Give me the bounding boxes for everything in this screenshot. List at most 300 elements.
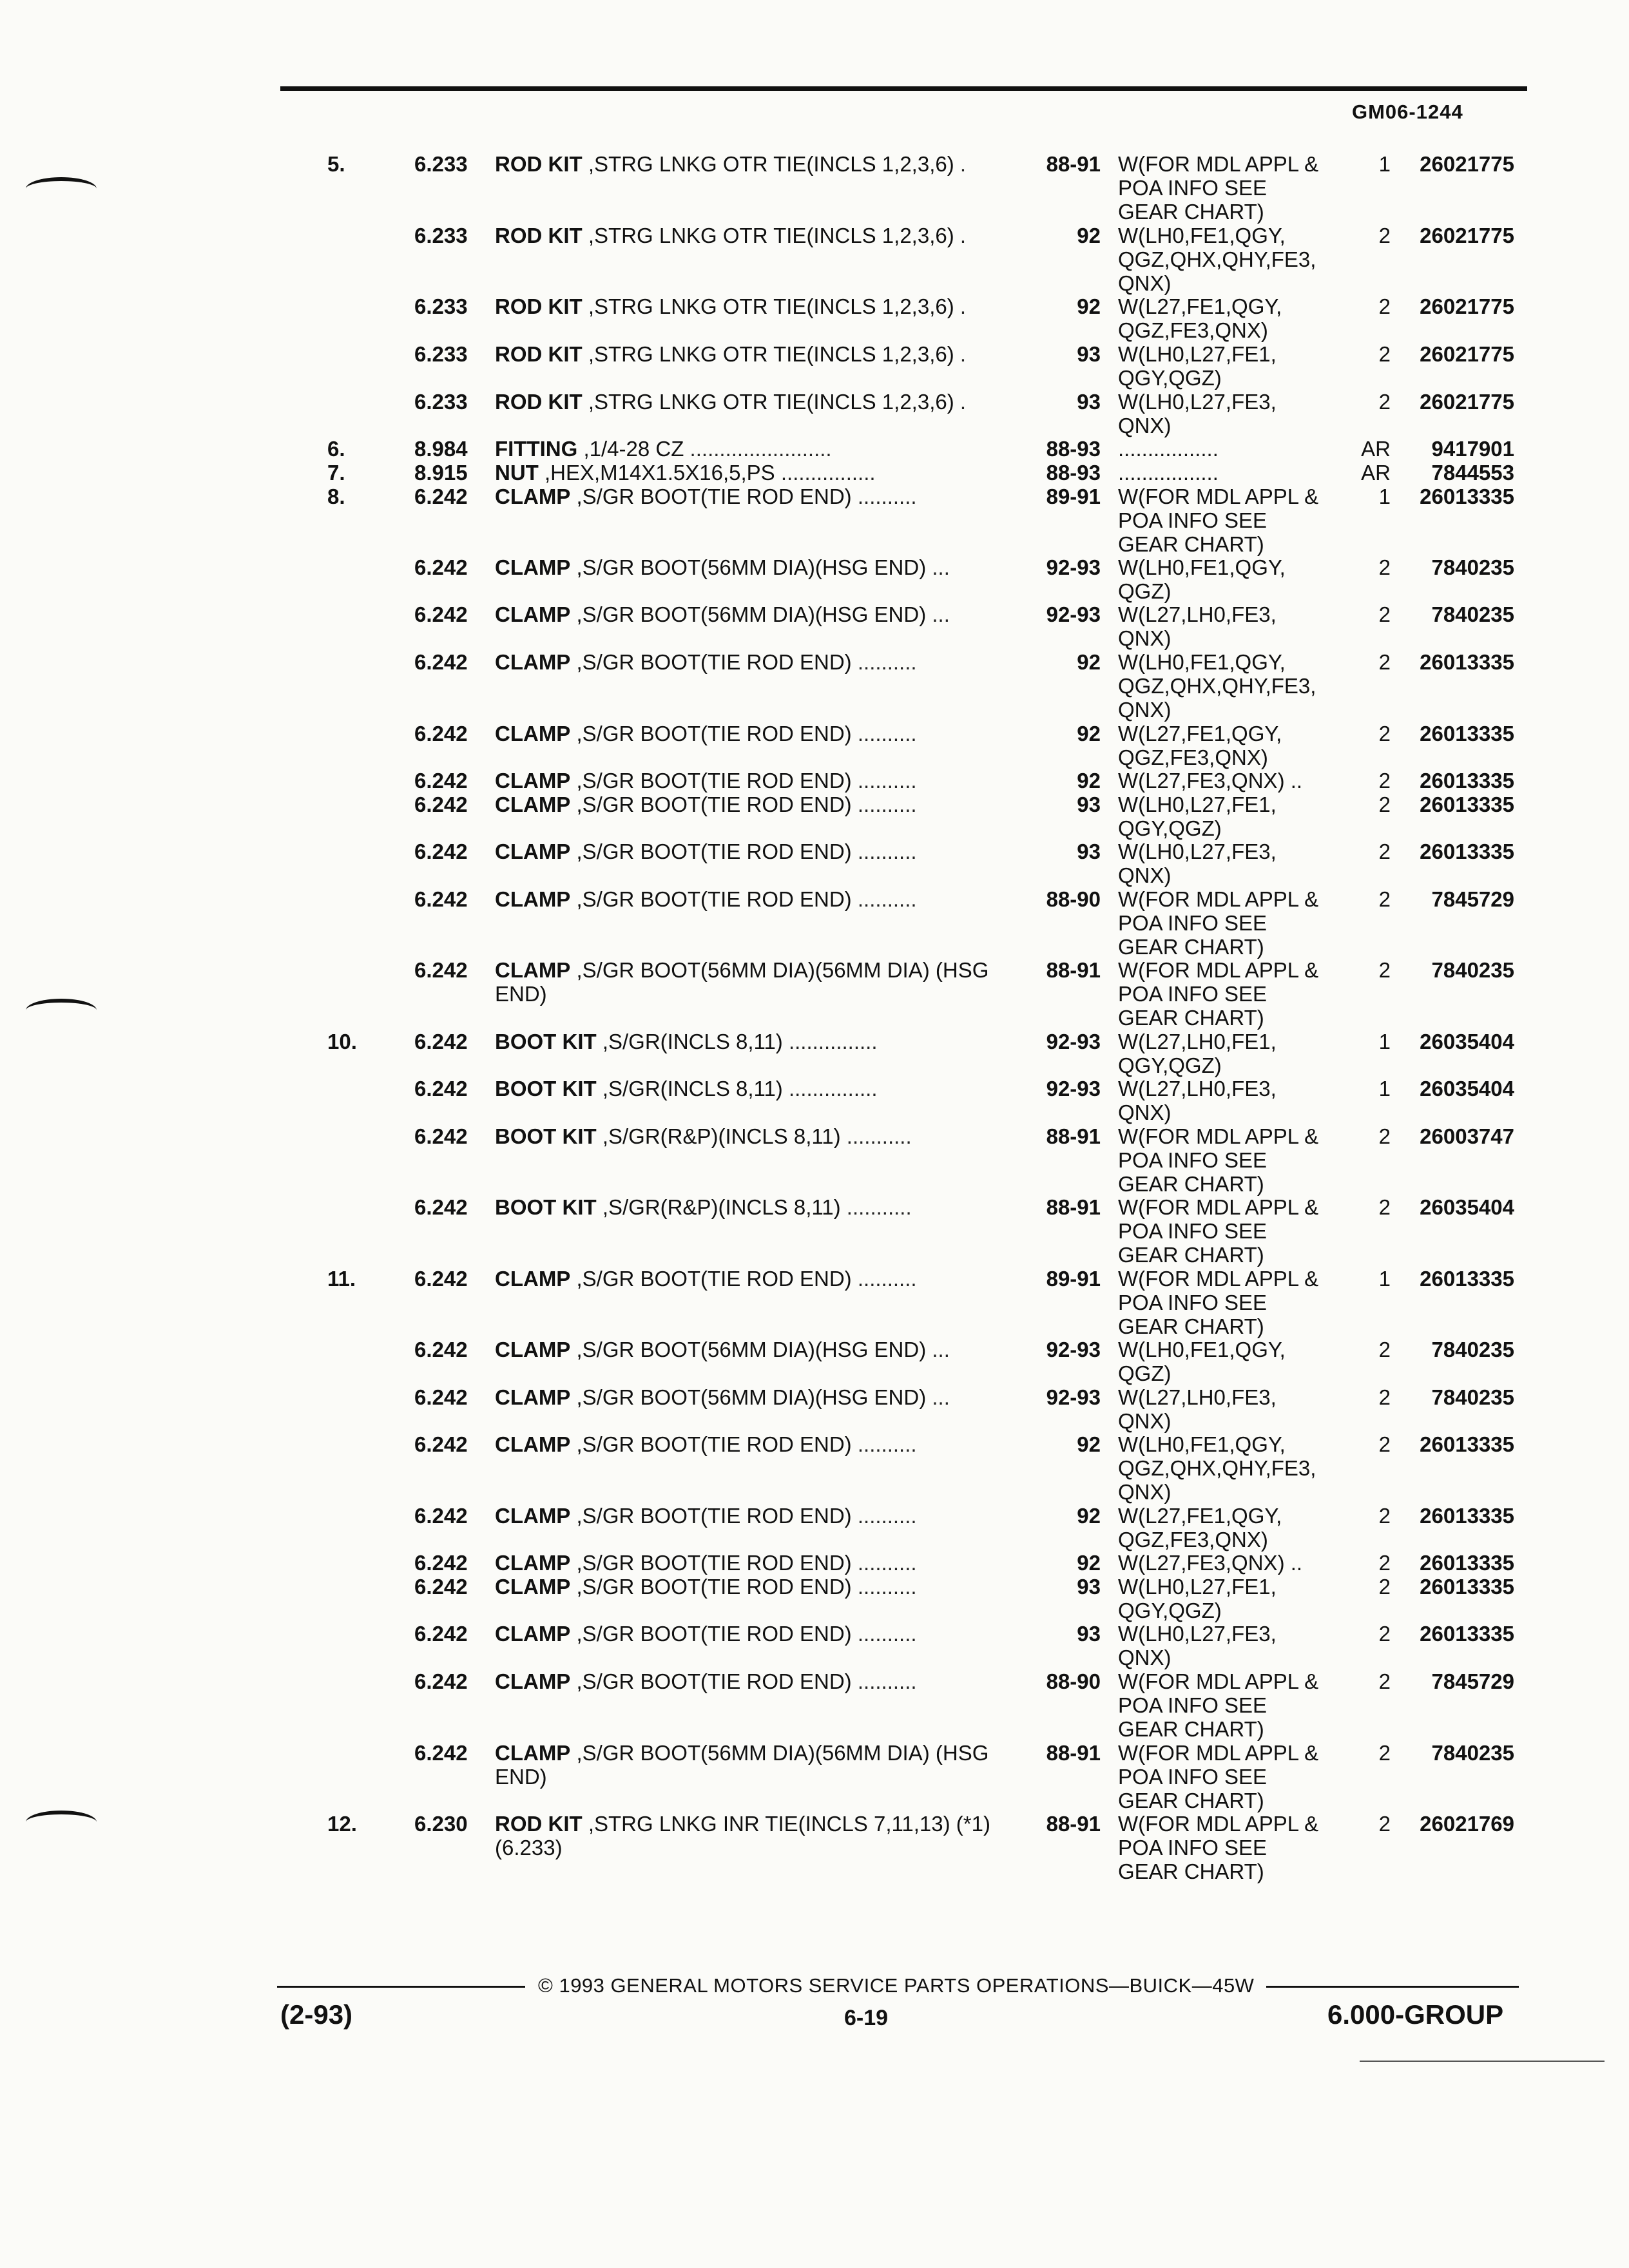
part-detail: ,S/GR BOOT(TIE ROD END) bbox=[570, 1575, 852, 1599]
page-number: 6-19 bbox=[844, 2006, 889, 2030]
group-number: 6.242 bbox=[414, 722, 468, 745]
leader-dots: .......... bbox=[851, 887, 917, 911]
part-name: CLAMP bbox=[495, 1267, 571, 1291]
model-years: 88-91 bbox=[1046, 1812, 1101, 1836]
part-detail: ,S/GR BOOT(TIE ROD END) bbox=[570, 650, 852, 674]
leader-dots: ........................ bbox=[684, 437, 832, 461]
part-detail: ,S/GR BOOT(TIE ROD END) bbox=[570, 1669, 852, 1693]
part-number: 26021769 bbox=[1420, 1812, 1514, 1836]
illustration-number: 12. bbox=[327, 1812, 357, 1836]
quantity: 2 bbox=[1378, 887, 1391, 911]
quantity: 1 bbox=[1378, 1030, 1391, 1053]
part-description bbox=[495, 294, 1023, 318]
part-description bbox=[495, 1504, 1023, 1528]
part-description bbox=[495, 1622, 1023, 1646]
part-number: 26021775 bbox=[1420, 152, 1514, 176]
part-number: 26013335 bbox=[1420, 485, 1514, 508]
part-name: CLAMP bbox=[495, 793, 571, 816]
part-name: CLAMP bbox=[495, 1504, 571, 1528]
model-years: 92-93 bbox=[1046, 1385, 1101, 1409]
part-detail: ,S/GR BOOT(TIE ROD END) bbox=[570, 485, 852, 508]
group-number: 6.242 bbox=[414, 1195, 468, 1219]
leader-dots: ........... bbox=[840, 1124, 912, 1148]
part-name: CLAMP bbox=[495, 602, 571, 626]
usage-codes: W(L27,FE1,QGY, QGZ,FE3,QNX) bbox=[1118, 1504, 1282, 1552]
part-detail: ,S/GR BOOT(56MM DIA)(HSG END) bbox=[570, 1338, 927, 1361]
part-detail: ,S/GR BOOT(56MM DIA)(HSG END) bbox=[570, 602, 927, 626]
model-years: 93 bbox=[1077, 390, 1101, 414]
footer-rule-right bbox=[1266, 1986, 1519, 1988]
leader-dots: .......... bbox=[851, 650, 917, 674]
leader-dots: ............... bbox=[782, 1030, 878, 1053]
part-number: 7840235 bbox=[1431, 1385, 1514, 1409]
part-name: ROD KIT bbox=[495, 294, 583, 318]
usage-codes: W(L27,LH0,FE3, QNX) bbox=[1118, 602, 1277, 650]
part-detail: ,STRG LNKG INR TIE(INCLS 7,11,13) (*1)(6.233) bbox=[495, 1812, 990, 1860]
part-detail: ,HEX,M14X1.5X16,5,PS bbox=[538, 461, 775, 485]
binder-hole-mark bbox=[26, 177, 97, 200]
model-years: 92-93 bbox=[1046, 1030, 1101, 1053]
quantity: 2 bbox=[1378, 224, 1391, 247]
part-description bbox=[495, 1030, 1023, 1053]
quantity: 2 bbox=[1378, 1195, 1391, 1219]
usage-codes: W(FOR MDL APPL & POA INFO SEE GEAR CHART) bbox=[1118, 1741, 1319, 1812]
part-description bbox=[495, 485, 1023, 508]
part-description bbox=[495, 722, 1023, 745]
part-detail: ,S/GR(INCLS 8,11) bbox=[596, 1030, 783, 1053]
part-number: 26013335 bbox=[1420, 840, 1514, 863]
leader-dots: ............... bbox=[782, 1077, 878, 1100]
group-number: 6.242 bbox=[414, 1575, 468, 1599]
part-detail: ,STRG LNKG OTR TIE(INCLS 1,2,3,6) bbox=[582, 152, 954, 176]
usage-codes: W(LH0,L27,FE1, QGY,QGZ) bbox=[1118, 793, 1277, 840]
group-number: 6.242 bbox=[414, 793, 468, 816]
usage-codes: W(L27,FE1,QGY, QGZ,FE3,QNX) bbox=[1118, 294, 1282, 342]
part-name: CLAMP bbox=[495, 769, 571, 793]
usage-codes: W(LH0,FE1,QGY, QGZ) bbox=[1118, 555, 1286, 603]
group-number: 6.242 bbox=[414, 958, 468, 982]
copyright-notice: © 1993 GENERAL MOTORS SERVICE PARTS OPERATIONS—BUICK—45W bbox=[538, 1974, 1255, 1997]
group-number: 6.233 bbox=[414, 152, 468, 176]
group-number: 6.242 bbox=[414, 1077, 468, 1100]
group-label: 6.000-GROUP bbox=[1327, 1999, 1504, 2030]
part-number: 26013335 bbox=[1420, 1267, 1514, 1291]
quantity: 2 bbox=[1378, 294, 1391, 318]
illustration-number: 6. bbox=[327, 437, 345, 461]
part-detail: ,S/GR(INCLS 8,11) bbox=[596, 1077, 783, 1100]
part-number: 7840235 bbox=[1431, 1338, 1514, 1361]
quantity: 1 bbox=[1378, 1077, 1391, 1100]
part-name: FITTING bbox=[495, 437, 578, 461]
illustration-number: 11. bbox=[327, 1267, 356, 1291]
leader-dots: . bbox=[954, 294, 967, 318]
part-description bbox=[495, 769, 1023, 793]
usage-codes: W(L27,FE1,QGY, QGZ,FE3,QNX) bbox=[1118, 722, 1282, 769]
model-years: 92 bbox=[1077, 1504, 1101, 1528]
document-id: GM06-1244 bbox=[1352, 101, 1463, 123]
quantity: 2 bbox=[1378, 1575, 1391, 1599]
usage-codes: W(LH0,L27,FE3, QNX) bbox=[1118, 840, 1277, 887]
group-number: 6.242 bbox=[414, 1669, 468, 1693]
group-number: 6.242 bbox=[414, 1432, 468, 1456]
group-number: 6.242 bbox=[414, 1504, 468, 1528]
group-number: 6.242 bbox=[414, 840, 468, 863]
quantity: 2 bbox=[1378, 1124, 1391, 1148]
usage-codes: W(L27,LH0,FE3, QNX) bbox=[1118, 1077, 1277, 1124]
quantity: 2 bbox=[1378, 793, 1391, 816]
usage-codes: W(FOR MDL APPL & POA INFO SEE GEAR CHART) bbox=[1118, 1669, 1319, 1741]
group-number: 6.242 bbox=[414, 485, 468, 508]
part-detail: ,S/GR BOOT(56MM DIA)(56MM DIA) (HSG END) bbox=[495, 1741, 989, 1789]
group-number: 6.242 bbox=[414, 1338, 468, 1361]
part-number: 7840235 bbox=[1431, 555, 1514, 579]
usage-codes: ................. bbox=[1118, 437, 1219, 461]
usage-codes: W(L27,LH0,FE3, QNX) bbox=[1118, 1385, 1277, 1433]
part-number: 9417901 bbox=[1431, 437, 1514, 461]
part-number: 7844553 bbox=[1431, 461, 1514, 485]
part-number: 26013335 bbox=[1420, 769, 1514, 793]
quantity: 1 bbox=[1378, 152, 1391, 176]
binder-hole-mark bbox=[26, 1811, 97, 1834]
usage-codes: W(FOR MDL APPL & POA INFO SEE GEAR CHART) bbox=[1118, 1812, 1319, 1883]
part-detail: ,S/GR BOOT(TIE ROD END) bbox=[570, 840, 852, 863]
illustration-number: 5. bbox=[327, 152, 345, 176]
part-description bbox=[495, 602, 1023, 626]
part-detail: ,S/GR BOOT(TIE ROD END) bbox=[570, 1551, 852, 1575]
usage-codes: W(L27,LH0,FE1, QGY,QGZ) bbox=[1118, 1030, 1277, 1077]
model-years: 88-91 bbox=[1046, 152, 1101, 176]
part-detail: ,S/GR BOOT(56MM DIA)(56MM DIA) (HSG END) bbox=[495, 958, 989, 1006]
quantity: 2 bbox=[1378, 1741, 1391, 1765]
leader-dots: .......... bbox=[851, 1504, 917, 1528]
leader-dots: .......... bbox=[851, 1622, 917, 1646]
usage-codes: W(L27,FE3,QNX) .. bbox=[1118, 769, 1303, 793]
model-years: 93 bbox=[1077, 793, 1101, 816]
leader-dots: .......... bbox=[851, 1551, 917, 1575]
group-number: 6.242 bbox=[414, 602, 468, 626]
part-description bbox=[495, 390, 1023, 414]
leader-dots: ... bbox=[926, 602, 950, 626]
part-number: 26021775 bbox=[1420, 390, 1514, 414]
leader-dots: .......... bbox=[851, 840, 917, 863]
quantity: 2 bbox=[1378, 555, 1391, 579]
model-years: 88-91 bbox=[1046, 1124, 1101, 1148]
usage-codes: W(FOR MDL APPL & POA INFO SEE GEAR CHART) bbox=[1118, 1195, 1319, 1267]
usage-codes: W(L27,FE3,QNX) .. bbox=[1118, 1551, 1303, 1575]
part-description bbox=[495, 437, 1023, 461]
part-number: 26013335 bbox=[1420, 1622, 1514, 1646]
group-number: 6.242 bbox=[414, 1267, 468, 1291]
usage-codes: W(LH0,L27,FE3, QNX) bbox=[1118, 1622, 1277, 1669]
model-years: 93 bbox=[1077, 840, 1101, 863]
part-name: CLAMP bbox=[495, 1575, 571, 1599]
part-description bbox=[495, 1195, 1023, 1219]
revision-date: (2-93) bbox=[280, 1999, 353, 2030]
leader-dots: . bbox=[954, 390, 967, 414]
usage-codes: W(FOR MDL APPL & POA INFO SEE GEAR CHART) bbox=[1118, 1267, 1319, 1338]
part-description bbox=[495, 887, 1023, 911]
group-number: 6.242 bbox=[414, 1385, 468, 1409]
part-detail: ,S/GR BOOT(TIE ROD END) bbox=[570, 1267, 852, 1291]
part-detail: ,S/GR BOOT(TIE ROD END) bbox=[570, 1504, 852, 1528]
part-name: CLAMP bbox=[495, 958, 571, 982]
part-description bbox=[495, 1812, 1023, 1860]
part-detail: ,S/GR BOOT(TIE ROD END) bbox=[570, 1622, 852, 1646]
part-number: 26003747 bbox=[1420, 1124, 1514, 1148]
leader-dots: .......... bbox=[851, 1432, 917, 1456]
leader-dots: ... bbox=[926, 555, 950, 579]
model-years: 92 bbox=[1077, 294, 1101, 318]
part-detail: ,STRG LNKG OTR TIE(INCLS 1,2,3,6) bbox=[582, 224, 954, 247]
part-name: CLAMP bbox=[495, 1622, 571, 1646]
model-years: 88-91 bbox=[1046, 1741, 1101, 1765]
part-description bbox=[495, 555, 1023, 579]
part-name: ROD KIT bbox=[495, 152, 583, 176]
part-name: CLAMP bbox=[495, 1669, 571, 1693]
part-number: 26035404 bbox=[1420, 1195, 1514, 1219]
leader-dots: .......... bbox=[851, 485, 917, 508]
leader-dots: . bbox=[954, 152, 967, 176]
quantity: 2 bbox=[1378, 722, 1391, 745]
quantity: 2 bbox=[1378, 958, 1391, 982]
part-description bbox=[495, 840, 1023, 863]
part-detail: ,STRG LNKG OTR TIE(INCLS 1,2,3,6) bbox=[582, 342, 954, 366]
quantity: 2 bbox=[1378, 342, 1391, 366]
leader-dots: .......... bbox=[851, 1575, 917, 1599]
part-description bbox=[495, 1077, 1023, 1100]
part-name: CLAMP bbox=[495, 722, 571, 745]
group-number: 6.242 bbox=[414, 1622, 468, 1646]
model-years: 93 bbox=[1077, 342, 1101, 366]
part-name: CLAMP bbox=[495, 1385, 571, 1409]
usage-codes: W(LH0,FE1,QGY, QGZ,QHX,QHY,FE3, QNX) bbox=[1118, 650, 1316, 722]
part-detail: ,S/GR BOOT(56MM DIA)(HSG END) bbox=[570, 555, 927, 579]
part-number: 26013335 bbox=[1420, 793, 1514, 816]
part-description bbox=[495, 1385, 1023, 1409]
part-name: CLAMP bbox=[495, 555, 571, 579]
part-name: CLAMP bbox=[495, 650, 571, 674]
part-number: 26013335 bbox=[1420, 1504, 1514, 1528]
usage-codes: W(LH0,L27,FE3, QNX) bbox=[1118, 390, 1277, 437]
quantity: 2 bbox=[1378, 1669, 1391, 1693]
part-number: 26013335 bbox=[1420, 722, 1514, 745]
usage-codes: W(LH0,L27,FE1, QGY,QGZ) bbox=[1118, 1575, 1277, 1622]
binder-hole-mark bbox=[26, 999, 97, 1022]
model-years: 92 bbox=[1077, 722, 1101, 745]
group-number: 6.242 bbox=[414, 769, 468, 793]
part-detail: ,STRG LNKG OTR TIE(INCLS 1,2,3,6) bbox=[582, 294, 954, 318]
group-number: 6.233 bbox=[414, 224, 468, 247]
model-years: 92-93 bbox=[1046, 555, 1101, 579]
part-description bbox=[495, 224, 1023, 247]
part-name: ROD KIT bbox=[495, 390, 583, 414]
leader-dots: .......... bbox=[851, 722, 917, 745]
model-years: 93 bbox=[1077, 1622, 1101, 1646]
leader-dots: . bbox=[954, 224, 967, 247]
footer-rule-left bbox=[277, 1986, 525, 1988]
part-detail: ,S/GR BOOT(TIE ROD END) bbox=[570, 722, 852, 745]
quantity: 2 bbox=[1378, 1551, 1391, 1575]
leader-dots: .......... bbox=[851, 769, 917, 793]
part-name: CLAMP bbox=[495, 485, 571, 508]
usage-codes: W(LH0,L27,FE1, QGY,QGZ) bbox=[1118, 342, 1277, 390]
model-years: 88-93 bbox=[1046, 437, 1101, 461]
part-detail: ,1/4-28 CZ bbox=[577, 437, 684, 461]
part-detail: ,S/GR(R&P)(INCLS 8,11) bbox=[596, 1124, 841, 1148]
quantity: 2 bbox=[1378, 602, 1391, 626]
leader-dots: .......... bbox=[851, 1267, 917, 1291]
quantity: 1 bbox=[1378, 1267, 1391, 1291]
quantity: 2 bbox=[1378, 1504, 1391, 1528]
part-detail: ,S/GR BOOT(56MM DIA)(HSG END) bbox=[570, 1385, 927, 1409]
quantity: 2 bbox=[1378, 390, 1391, 414]
bottom-rule bbox=[1360, 2061, 1605, 2062]
model-years: 88-93 bbox=[1046, 461, 1101, 485]
model-years: 88-90 bbox=[1046, 887, 1101, 911]
part-description bbox=[495, 793, 1023, 816]
leader-dots: .......... bbox=[851, 793, 917, 816]
quantity: 2 bbox=[1378, 1385, 1391, 1409]
model-years: 88-91 bbox=[1046, 1195, 1101, 1219]
part-name: BOOT KIT bbox=[495, 1195, 597, 1219]
leader-dots: ... bbox=[926, 1338, 950, 1361]
part-number: 7845729 bbox=[1431, 1669, 1514, 1693]
part-description bbox=[495, 1669, 1023, 1693]
model-years: 92 bbox=[1077, 769, 1101, 793]
model-years: 89-91 bbox=[1046, 485, 1101, 508]
part-description bbox=[495, 650, 1023, 674]
part-number: 26021775 bbox=[1420, 294, 1514, 318]
part-name: CLAMP bbox=[495, 1551, 571, 1575]
quantity: 2 bbox=[1378, 1432, 1391, 1456]
part-number: 26021775 bbox=[1420, 224, 1514, 247]
model-years: 93 bbox=[1077, 1575, 1101, 1599]
group-number: 6.233 bbox=[414, 390, 468, 414]
illustration-number: 10. bbox=[327, 1030, 357, 1053]
part-number: 26013335 bbox=[1420, 1575, 1514, 1599]
part-number: 26035404 bbox=[1420, 1077, 1514, 1100]
part-name: BOOT KIT bbox=[495, 1124, 597, 1148]
part-description bbox=[495, 1741, 1023, 1789]
model-years: 92 bbox=[1077, 224, 1101, 247]
group-number: 6.242 bbox=[414, 1741, 468, 1765]
model-years: 88-91 bbox=[1046, 958, 1101, 982]
model-years: 89-91 bbox=[1046, 1267, 1101, 1291]
part-number: 7840235 bbox=[1431, 1741, 1514, 1765]
part-name: ROD KIT bbox=[495, 224, 583, 247]
usage-codes: W(FOR MDL APPL & POA INFO SEE GEAR CHART) bbox=[1118, 887, 1319, 959]
part-description bbox=[495, 1551, 1023, 1575]
part-description bbox=[495, 1124, 1023, 1148]
quantity: 2 bbox=[1378, 650, 1391, 674]
part-number: 7840235 bbox=[1431, 602, 1514, 626]
usage-codes: W(FOR MDL APPL & POA INFO SEE GEAR CHART) bbox=[1118, 1124, 1319, 1196]
usage-codes: W(LH0,FE1,QGY, QGZ) bbox=[1118, 1338, 1286, 1385]
quantity: AR bbox=[1361, 461, 1391, 485]
model-years: 92-93 bbox=[1046, 1338, 1101, 1361]
part-name: CLAMP bbox=[495, 887, 571, 911]
model-years: 92-93 bbox=[1046, 602, 1101, 626]
group-number: 8.915 bbox=[414, 461, 468, 485]
usage-codes: ................. bbox=[1118, 461, 1219, 485]
part-detail: ,S/GR BOOT(TIE ROD END) bbox=[570, 887, 852, 911]
part-name: BOOT KIT bbox=[495, 1030, 597, 1053]
group-number: 6.233 bbox=[414, 342, 468, 366]
leader-dots: ... bbox=[926, 1385, 950, 1409]
part-description bbox=[495, 1338, 1023, 1361]
quantity: 2 bbox=[1378, 1622, 1391, 1646]
part-detail: ,S/GR BOOT(TIE ROD END) bbox=[570, 769, 852, 793]
part-name: ROD KIT bbox=[495, 1812, 583, 1836]
part-name: CLAMP bbox=[495, 1741, 571, 1765]
part-name: CLAMP bbox=[495, 840, 571, 863]
quantity: 2 bbox=[1378, 1338, 1391, 1361]
quantity: AR bbox=[1361, 437, 1391, 461]
leader-dots: ................ bbox=[775, 461, 876, 485]
leader-dots: .......... bbox=[851, 1669, 917, 1693]
part-number: 26013335 bbox=[1420, 650, 1514, 674]
part-description bbox=[495, 958, 1023, 1006]
model-years: 92 bbox=[1077, 1432, 1101, 1456]
leader-dots: . bbox=[954, 342, 967, 366]
usage-codes: W(FOR MDL APPL & POA INFO SEE GEAR CHART) bbox=[1118, 485, 1319, 556]
group-number: 6.242 bbox=[414, 650, 468, 674]
part-number: 26021775 bbox=[1420, 342, 1514, 366]
part-description bbox=[495, 1575, 1023, 1599]
part-number: 7845729 bbox=[1431, 887, 1514, 911]
part-name: ROD KIT bbox=[495, 342, 583, 366]
usage-codes: W(FOR MDL APPL & POA INFO SEE GEAR CHART) bbox=[1118, 152, 1319, 224]
leader-dots: ........... bbox=[840, 1195, 912, 1219]
part-detail: ,STRG LNKG OTR TIE(INCLS 1,2,3,6) bbox=[582, 390, 954, 414]
part-description bbox=[495, 461, 1023, 485]
illustration-number: 8. bbox=[327, 485, 345, 508]
model-years: 92 bbox=[1077, 650, 1101, 674]
usage-codes: W(LH0,FE1,QGY, QGZ,QHX,QHY,FE3, QNX) bbox=[1118, 1432, 1316, 1504]
part-description bbox=[495, 1432, 1023, 1456]
part-detail: ,S/GR BOOT(TIE ROD END) bbox=[570, 793, 852, 816]
group-number: 6.233 bbox=[414, 294, 468, 318]
group-number: 8.984 bbox=[414, 437, 468, 461]
quantity: 2 bbox=[1378, 769, 1391, 793]
part-name: CLAMP bbox=[495, 1432, 571, 1456]
part-description bbox=[495, 342, 1023, 366]
usage-codes: W(LH0,FE1,QGY, QGZ,QHX,QHY,FE3, QNX) bbox=[1118, 224, 1316, 295]
group-number: 6.230 bbox=[414, 1812, 468, 1836]
part-name: NUT bbox=[495, 461, 539, 485]
part-number: 7840235 bbox=[1431, 958, 1514, 982]
group-number: 6.242 bbox=[414, 887, 468, 911]
quantity: 2 bbox=[1378, 840, 1391, 863]
model-years: 92-93 bbox=[1046, 1077, 1101, 1100]
part-name: BOOT KIT bbox=[495, 1077, 597, 1100]
part-detail: ,S/GR(R&P)(INCLS 8,11) bbox=[596, 1195, 841, 1219]
illustration-number: 7. bbox=[327, 461, 345, 485]
group-number: 6.242 bbox=[414, 1030, 468, 1053]
part-number: 26035404 bbox=[1420, 1030, 1514, 1053]
part-name: CLAMP bbox=[495, 1338, 571, 1361]
quantity: 1 bbox=[1378, 485, 1391, 508]
quantity: 2 bbox=[1378, 1812, 1391, 1836]
usage-codes: W(FOR MDL APPL & POA INFO SEE GEAR CHART) bbox=[1118, 958, 1319, 1030]
part-number: 26013335 bbox=[1420, 1432, 1514, 1456]
part-detail: ,S/GR BOOT(TIE ROD END) bbox=[570, 1432, 852, 1456]
model-years: 92 bbox=[1077, 1551, 1101, 1575]
part-number: 26013335 bbox=[1420, 1551, 1514, 1575]
model-years: 88-90 bbox=[1046, 1669, 1101, 1693]
part-description bbox=[495, 1267, 1023, 1291]
group-number: 6.242 bbox=[414, 555, 468, 579]
